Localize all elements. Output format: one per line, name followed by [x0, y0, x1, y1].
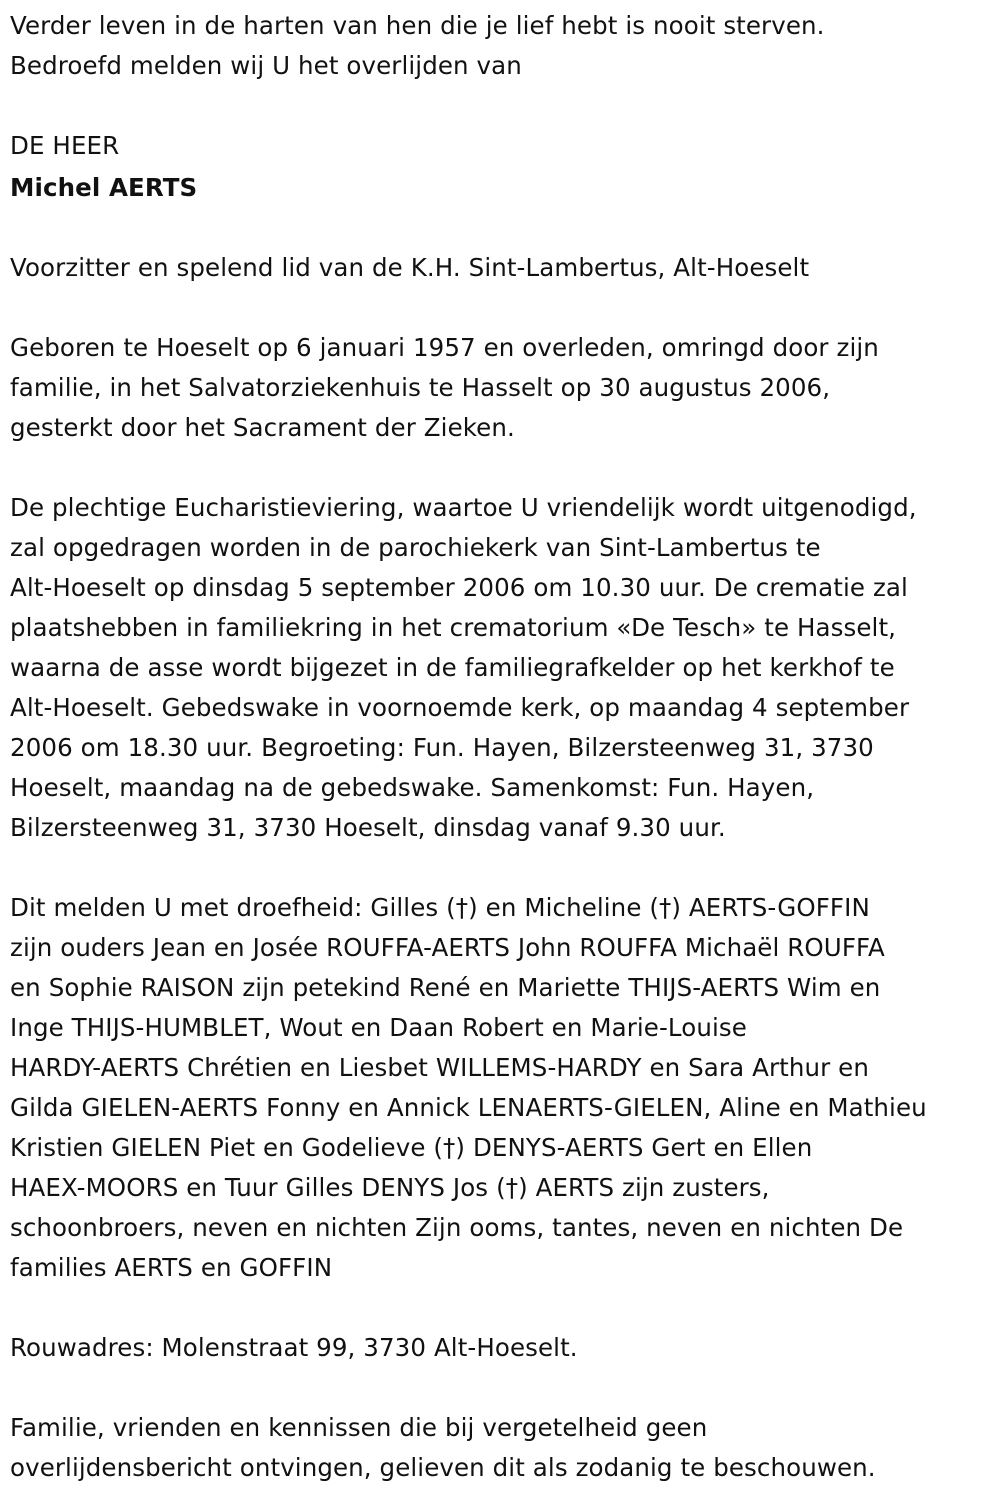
- birth-death-paragraph: Geboren te Hoeselt op 6 januari 1957 en overleden, omringd door zijn familie, in het Salvatorziekenhuis te Hasselt op 30 augustus 2006, gesterkt door het Sacrament der Zieken.: [10, 333, 879, 442]
- spacer: [10, 848, 995, 888]
- spacer: [10, 448, 995, 488]
- role-description: Voorzitter en spelend lid van de K.H. Sint-Lambertus, Alt-Hoeselt: [10, 253, 810, 282]
- announcement-line: Bedroefd melden wij U het overlijden van: [10, 51, 522, 80]
- honorific: DE HEER: [10, 131, 120, 160]
- spacer: [10, 1368, 995, 1408]
- deceased-name: Michel AERTS: [10, 173, 198, 202]
- spacer: [10, 1288, 995, 1328]
- mourning-address: Rouwadres: Molenstraat 99, 3730 Alt-Hoeselt.: [10, 1333, 578, 1362]
- family-paragraph: Dit melden U met droefheid: Gilles (†) en Micheline (†) AERTS-GOFFIN zijn ouders Jean en Josée ROUFFA-AERTS John ROUFFA Michaël ROUFFA en Sophie RAISON zijn petekind René en Mariette THIJS-AERTS Wim en Inge THIJS-HUMBLET, Wout en Daan Robert en Marie-Louise HARDY-AERTS Chrétien en Liesbet WILLEMS-HARDY en Sara Arthur en Gilda GIELEN-AERTS Fonny en Annick LENAERTS-GIELEN, Aline en Mathieu Kristien GIELEN Piet en Godelieve (†) DENYS-AERTS Gert en Ellen HAEX-MOORS en Tuur Gilles DENYS Jos (†) AERTS zijn zusters, schoonbroers, neven en nichten Zijn ooms, tantes, neven en nichten De families AERTS en GOFFIN: [10, 893, 927, 1282]
- closing-paragraph: Familie, vrienden en kennissen die bij vergetelheid geen overlijdensbericht ontvingen, gelieven dit als zodanig te beschouwen.: [10, 1413, 876, 1482]
- spacer: [10, 208, 995, 248]
- obituary-notice: [10, 6, 995, 1488]
- opening-line: Verder leven in de harten van hen die je lief hebt is nooit sterven.: [10, 11, 825, 40]
- ceremony-paragraph: De plechtige Eucharistieviering, waartoe U vriendelijk wordt uitgenodigd, zal opgedragen worden in de parochiekerk van Sint-Lambertus te Alt-Hoeselt op dinsdag 5 september 2006 om 10.30 uur. De crematie zal plaatshebben in familiekring in het crematorium «De Tesch» te Hasselt, waarna de asse wordt bijgezet in de familiegrafkelder op het kerkhof te Alt-Hoeselt. Gebedswake in voornoemde kerk, op maandag 4 september 2006 om 18.30 uur. Begroeting: Fun. Hayen, Bilzersteenweg 31, 3730 Hoeselt, maandag na de gebedswake. Samenkomst: Fun. Hayen, Bilzersteenweg 31, 3730 Hoeselt, dinsdag vanaf 9.30 uur.: [10, 493, 917, 842]
- spacer: [10, 288, 995, 328]
- spacer: [10, 86, 995, 126]
